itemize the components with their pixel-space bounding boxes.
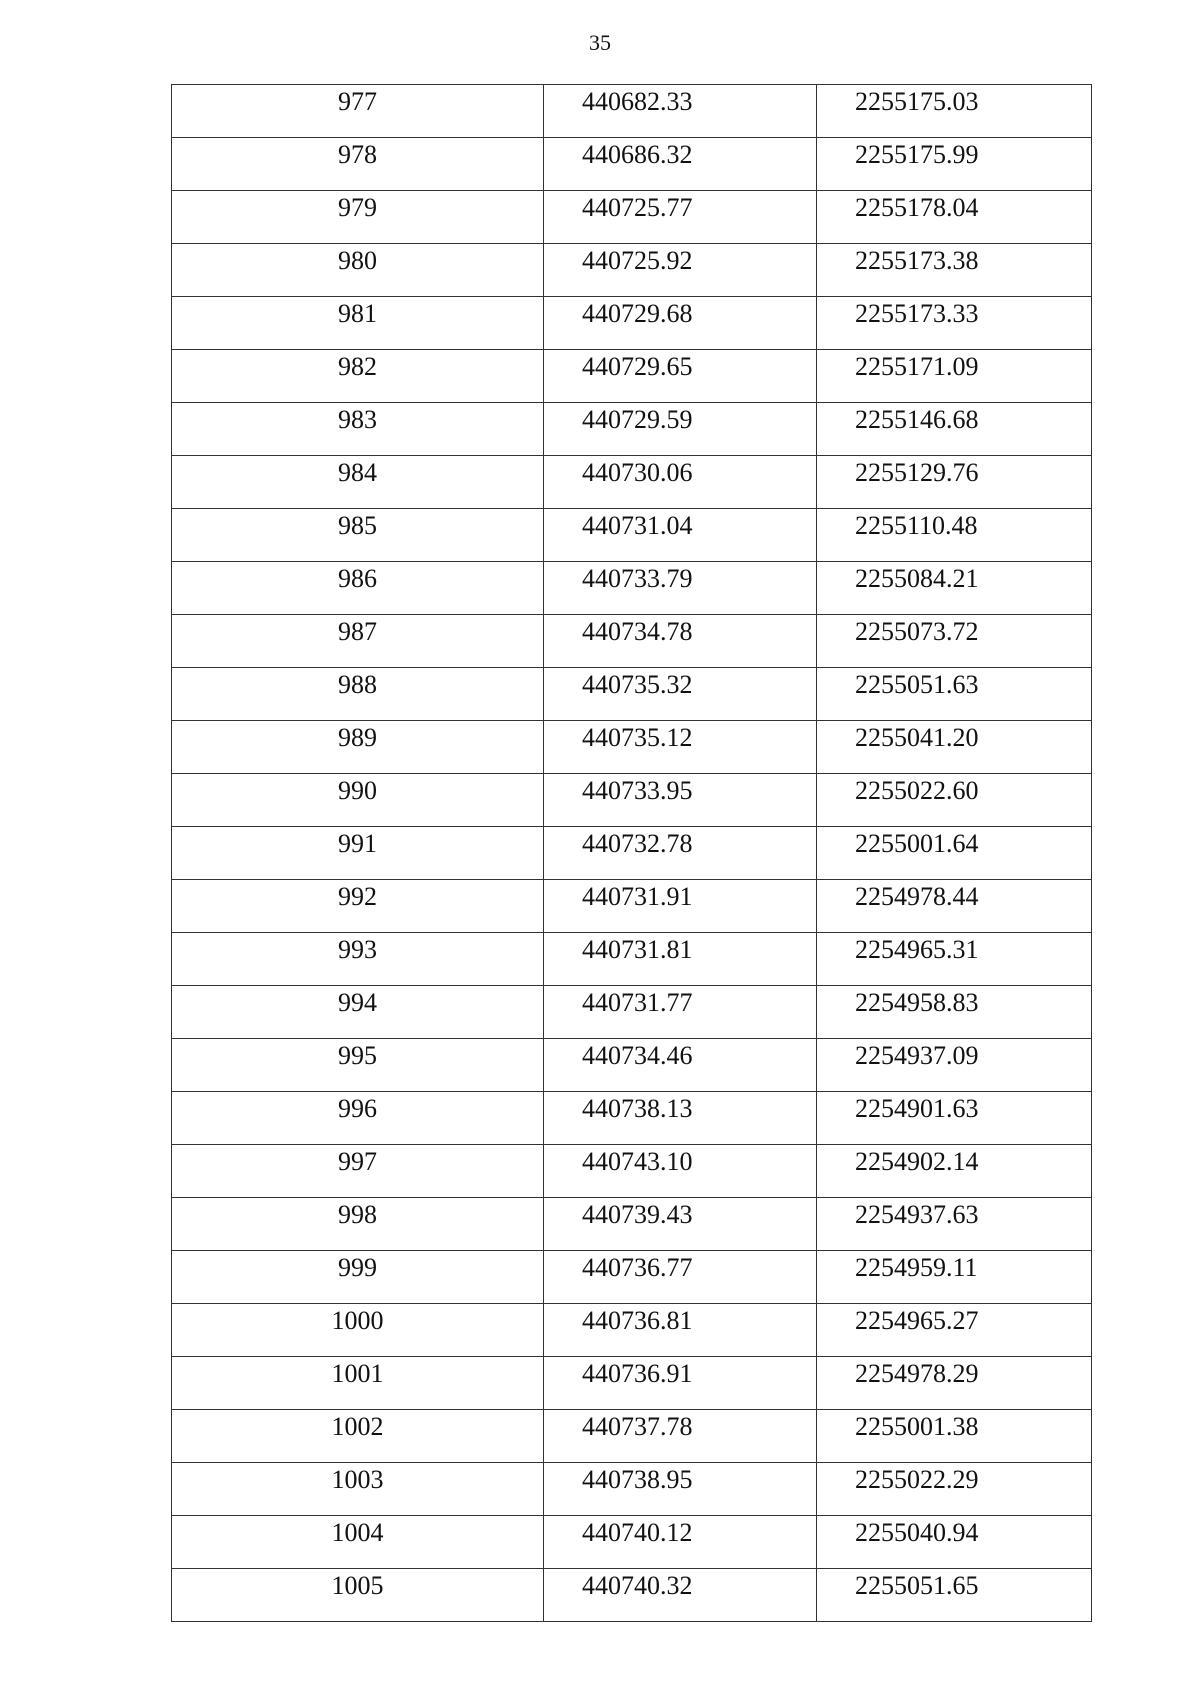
x-coordinate-cell: 440734.46 bbox=[544, 1039, 817, 1092]
table-row bbox=[172, 827, 1092, 880]
table-row bbox=[172, 721, 1092, 774]
x-coordinate-cell: 440736.81 bbox=[544, 1304, 817, 1357]
table-row bbox=[172, 1569, 1092, 1622]
table-row bbox=[172, 85, 1092, 138]
x-coordinate-cell: 440733.95 bbox=[544, 774, 817, 827]
y-coordinate-cell: 2255173.38 bbox=[817, 244, 1092, 297]
point-number-cell: 989 bbox=[172, 721, 544, 774]
table-row bbox=[172, 880, 1092, 933]
point-number-cell: 990 bbox=[172, 774, 544, 827]
table-row bbox=[172, 297, 1092, 350]
y-coordinate-cell: 2255073.72 bbox=[817, 615, 1092, 668]
x-coordinate-cell: 440682.33 bbox=[544, 85, 817, 138]
point-number-cell: 991 bbox=[172, 827, 544, 880]
x-coordinate-cell: 440740.12 bbox=[544, 1516, 817, 1569]
x-coordinate-cell: 440729.68 bbox=[544, 297, 817, 350]
x-coordinate-cell: 440725.92 bbox=[544, 244, 817, 297]
point-number-cell: 993 bbox=[172, 933, 544, 986]
point-number-cell: 978 bbox=[172, 138, 544, 191]
point-number-cell: 996 bbox=[172, 1092, 544, 1145]
y-coordinate-cell: 2255173.33 bbox=[817, 297, 1092, 350]
table-row bbox=[172, 615, 1092, 668]
table-row bbox=[172, 1251, 1092, 1304]
x-coordinate-cell: 440731.77 bbox=[544, 986, 817, 1039]
x-coordinate-cell: 440730.06 bbox=[544, 456, 817, 509]
y-coordinate-cell: 2254978.44 bbox=[817, 880, 1092, 933]
y-coordinate-cell: 2255175.99 bbox=[817, 138, 1092, 191]
point-number-cell: 977 bbox=[172, 85, 544, 138]
point-number-cell: 982 bbox=[172, 350, 544, 403]
x-coordinate-cell: 440736.91 bbox=[544, 1357, 817, 1410]
point-number-cell: 988 bbox=[172, 668, 544, 721]
y-coordinate-cell: 2255178.04 bbox=[817, 191, 1092, 244]
x-coordinate-cell: 440735.32 bbox=[544, 668, 817, 721]
point-number-cell: 994 bbox=[172, 986, 544, 1039]
point-number-cell: 998 bbox=[172, 1198, 544, 1251]
point-number-cell: 997 bbox=[172, 1145, 544, 1198]
y-coordinate-cell: 2255129.76 bbox=[817, 456, 1092, 509]
page-number: 35 bbox=[589, 30, 611, 55]
y-coordinate-cell: 2255001.38 bbox=[817, 1410, 1092, 1463]
x-coordinate-cell: 440735.12 bbox=[544, 721, 817, 774]
x-coordinate-cell: 440737.78 bbox=[544, 1410, 817, 1463]
y-coordinate-cell: 2254958.83 bbox=[817, 986, 1092, 1039]
y-coordinate-cell: 2254959.11 bbox=[817, 1251, 1092, 1304]
x-coordinate-cell: 440740.32 bbox=[544, 1569, 817, 1622]
table-row bbox=[172, 350, 1092, 403]
x-coordinate-cell: 440738.13 bbox=[544, 1092, 817, 1145]
y-coordinate-cell: 2255146.68 bbox=[817, 403, 1092, 456]
x-coordinate-cell: 440733.79 bbox=[544, 562, 817, 615]
point-number-cell: 983 bbox=[172, 403, 544, 456]
point-number-cell: 1002 bbox=[172, 1410, 544, 1463]
y-coordinate-cell: 2255051.63 bbox=[817, 668, 1092, 721]
y-coordinate-cell: 2254937.09 bbox=[817, 1039, 1092, 1092]
x-coordinate-cell: 440729.65 bbox=[544, 350, 817, 403]
point-number-cell: 987 bbox=[172, 615, 544, 668]
x-coordinate-cell: 440734.78 bbox=[544, 615, 817, 668]
table-row bbox=[172, 1039, 1092, 1092]
point-number-cell: 985 bbox=[172, 509, 544, 562]
y-coordinate-cell: 2255041.20 bbox=[817, 721, 1092, 774]
y-coordinate-cell: 2255171.09 bbox=[817, 350, 1092, 403]
x-coordinate-cell: 440731.04 bbox=[544, 509, 817, 562]
table-row bbox=[172, 244, 1092, 297]
y-coordinate-cell: 2254902.14 bbox=[817, 1145, 1092, 1198]
table-row bbox=[172, 403, 1092, 456]
table-row bbox=[172, 1410, 1092, 1463]
table-row bbox=[172, 456, 1092, 509]
y-coordinate-cell: 2255084.21 bbox=[817, 562, 1092, 615]
y-coordinate-cell: 2255022.29 bbox=[817, 1463, 1092, 1516]
y-coordinate-cell: 2254965.27 bbox=[817, 1304, 1092, 1357]
x-coordinate-cell: 440731.81 bbox=[544, 933, 817, 986]
table-row bbox=[172, 1145, 1092, 1198]
x-coordinate-cell: 440738.95 bbox=[544, 1463, 817, 1516]
y-coordinate-cell: 2254978.29 bbox=[817, 1357, 1092, 1410]
point-number-cell: 986 bbox=[172, 562, 544, 615]
table-row bbox=[172, 774, 1092, 827]
x-coordinate-cell: 440732.78 bbox=[544, 827, 817, 880]
table-row bbox=[172, 1304, 1092, 1357]
point-number-cell: 995 bbox=[172, 1039, 544, 1092]
y-coordinate-cell: 2255001.64 bbox=[817, 827, 1092, 880]
table-row bbox=[172, 509, 1092, 562]
table-row bbox=[172, 1357, 1092, 1410]
x-coordinate-cell: 440729.59 bbox=[544, 403, 817, 456]
x-coordinate-cell: 440739.43 bbox=[544, 1198, 817, 1251]
point-number-cell: 1001 bbox=[172, 1357, 544, 1410]
table-row bbox=[172, 1198, 1092, 1251]
point-number-cell: 1004 bbox=[172, 1516, 544, 1569]
table-row bbox=[172, 933, 1092, 986]
x-coordinate-cell: 440725.77 bbox=[544, 191, 817, 244]
point-number-cell: 979 bbox=[172, 191, 544, 244]
coordinate-table-body bbox=[172, 85, 1092, 1622]
point-number-cell: 980 bbox=[172, 244, 544, 297]
coordinate-table bbox=[171, 84, 1092, 1622]
x-coordinate-cell: 440686.32 bbox=[544, 138, 817, 191]
table-row bbox=[172, 1092, 1092, 1145]
table-row bbox=[172, 138, 1092, 191]
x-coordinate-cell: 440736.77 bbox=[544, 1251, 817, 1304]
y-coordinate-cell: 2254937.63 bbox=[817, 1198, 1092, 1251]
table-row bbox=[172, 1463, 1092, 1516]
x-coordinate-cell: 440731.91 bbox=[544, 880, 817, 933]
y-coordinate-cell: 2255022.60 bbox=[817, 774, 1092, 827]
table-row bbox=[172, 986, 1092, 1039]
y-coordinate-cell: 2255051.65 bbox=[817, 1569, 1092, 1622]
table-row bbox=[172, 1516, 1092, 1569]
point-number-cell: 999 bbox=[172, 1251, 544, 1304]
point-number-cell: 984 bbox=[172, 456, 544, 509]
table-row bbox=[172, 562, 1092, 615]
table-row bbox=[172, 668, 1092, 721]
point-number-cell: 981 bbox=[172, 297, 544, 350]
y-coordinate-cell: 2255040.94 bbox=[817, 1516, 1092, 1569]
point-number-cell: 1000 bbox=[172, 1304, 544, 1357]
y-coordinate-cell: 2254901.63 bbox=[817, 1092, 1092, 1145]
table-row bbox=[172, 191, 1092, 244]
y-coordinate-cell: 2254965.31 bbox=[817, 933, 1092, 986]
y-coordinate-cell: 2255110.48 bbox=[817, 509, 1092, 562]
x-coordinate-cell: 440743.10 bbox=[544, 1145, 817, 1198]
y-coordinate-cell: 2255175.03 bbox=[817, 85, 1092, 138]
point-number-cell: 1003 bbox=[172, 1463, 544, 1516]
point-number-cell: 992 bbox=[172, 880, 544, 933]
point-number-cell: 1005 bbox=[172, 1569, 544, 1622]
